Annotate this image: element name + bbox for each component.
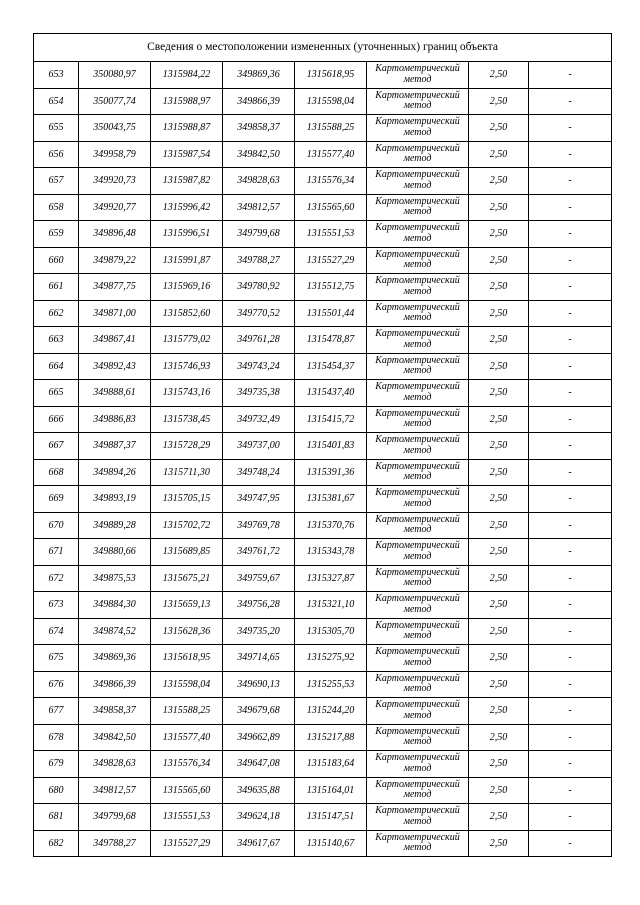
new-y-cell: 1315217,88	[295, 724, 367, 751]
table-row	[34, 274, 612, 301]
existing-y-cell: 1315987,82	[151, 168, 223, 195]
accuracy-cell: 2,50	[469, 194, 529, 221]
note-cell: -	[529, 406, 612, 433]
existing-y-cell: 1315996,42	[151, 194, 223, 221]
existing-x-cell: 349889,28	[79, 512, 151, 539]
note-cell: -	[529, 168, 612, 195]
table-row	[34, 300, 612, 327]
accuracy-cell: 2,50	[469, 353, 529, 380]
new-x-cell: 349690,13	[223, 671, 295, 698]
accuracy-cell: 2,50	[469, 777, 529, 804]
accuracy-cell: 2,50	[469, 141, 529, 168]
existing-y-cell: 1315969,16	[151, 274, 223, 301]
new-y-cell: 1315551,53	[295, 221, 367, 248]
new-x-cell: 349759,67	[223, 565, 295, 592]
accuracy-cell: 2,50	[469, 62, 529, 89]
existing-x-cell: 349877,75	[79, 274, 151, 301]
table-row	[34, 751, 612, 778]
new-x-cell: 349756,28	[223, 592, 295, 619]
new-y-cell: 1315618,95	[295, 62, 367, 89]
method-cell: Картометрический метод	[367, 671, 469, 698]
table-row	[34, 459, 612, 486]
note-cell: -	[529, 512, 612, 539]
existing-x-cell: 349874,52	[79, 618, 151, 645]
point-number-cell: 680	[34, 777, 79, 804]
new-x-cell: 349737,00	[223, 433, 295, 460]
point-number-cell: 653	[34, 62, 79, 89]
method-cell: Картометрический метод	[367, 618, 469, 645]
table-row	[34, 486, 612, 513]
method-cell: Картометрический метод	[367, 380, 469, 407]
table-row	[34, 247, 612, 274]
new-y-cell: 1315501,44	[295, 300, 367, 327]
existing-y-cell: 1315565,60	[151, 777, 223, 804]
method-cell: Картометрический метод	[367, 724, 469, 751]
table-body	[34, 62, 612, 857]
method-cell: Картометрический метод	[367, 247, 469, 274]
note-cell: -	[529, 671, 612, 698]
point-number-cell: 655	[34, 115, 79, 142]
method-cell: Картометрический метод	[367, 300, 469, 327]
new-y-cell: 1315577,40	[295, 141, 367, 168]
new-x-cell: 349866,39	[223, 88, 295, 115]
accuracy-cell: 2,50	[469, 486, 529, 513]
note-cell: -	[529, 353, 612, 380]
note-cell: -	[529, 221, 612, 248]
existing-x-cell: 349888,61	[79, 380, 151, 407]
accuracy-cell: 2,50	[469, 221, 529, 248]
existing-y-cell: 1315551,53	[151, 804, 223, 831]
new-x-cell: 349732,49	[223, 406, 295, 433]
accuracy-cell: 2,50	[469, 618, 529, 645]
accuracy-cell: 2,50	[469, 830, 529, 857]
existing-x-cell: 349875,53	[79, 565, 151, 592]
method-cell: Картометрический метод	[367, 592, 469, 619]
new-y-cell: 1315576,34	[295, 168, 367, 195]
method-cell: Картометрический метод	[367, 645, 469, 672]
existing-y-cell: 1315988,97	[151, 88, 223, 115]
point-number-cell: 665	[34, 380, 79, 407]
accuracy-cell: 2,50	[469, 327, 529, 354]
existing-y-cell: 1315705,15	[151, 486, 223, 513]
note-cell: -	[529, 565, 612, 592]
method-cell: Картометрический метод	[367, 804, 469, 831]
existing-x-cell: 349892,43	[79, 353, 151, 380]
accuracy-cell: 2,50	[469, 459, 529, 486]
point-number-cell: 669	[34, 486, 79, 513]
new-y-cell: 1315147,51	[295, 804, 367, 831]
point-number-cell: 668	[34, 459, 79, 486]
note-cell: -	[529, 459, 612, 486]
existing-y-cell: 1315852,60	[151, 300, 223, 327]
point-number-cell: 673	[34, 592, 79, 619]
new-x-cell: 349842,50	[223, 141, 295, 168]
note-cell: -	[529, 724, 612, 751]
new-x-cell: 349770,52	[223, 300, 295, 327]
point-number-cell: 664	[34, 353, 79, 380]
existing-x-cell: 349871,00	[79, 300, 151, 327]
method-cell: Картометрический метод	[367, 698, 469, 725]
new-x-cell: 349635,88	[223, 777, 295, 804]
point-number-cell: 656	[34, 141, 79, 168]
existing-x-cell: 349879,22	[79, 247, 151, 274]
table-row	[34, 804, 612, 831]
existing-x-cell: 349828,63	[79, 751, 151, 778]
new-x-cell: 349735,20	[223, 618, 295, 645]
accuracy-cell: 2,50	[469, 565, 529, 592]
point-number-cell: 654	[34, 88, 79, 115]
accuracy-cell: 2,50	[469, 645, 529, 672]
existing-y-cell: 1315987,54	[151, 141, 223, 168]
method-cell: Картометрический метод	[367, 88, 469, 115]
existing-x-cell: 349858,37	[79, 698, 151, 725]
method-cell: Картометрический метод	[367, 194, 469, 221]
new-y-cell: 1315381,67	[295, 486, 367, 513]
table-row	[34, 62, 612, 89]
new-y-cell: 1315321,10	[295, 592, 367, 619]
new-y-cell: 1315244,20	[295, 698, 367, 725]
note-cell: -	[529, 777, 612, 804]
point-number-cell: 677	[34, 698, 79, 725]
existing-x-cell: 349893,19	[79, 486, 151, 513]
point-number-cell: 671	[34, 539, 79, 566]
accuracy-cell: 2,50	[469, 671, 529, 698]
note-cell: -	[529, 486, 612, 513]
existing-x-cell: 350077,74	[79, 88, 151, 115]
table-title: Сведения о местоположении измененных (уточненных) границ объекта	[34, 34, 612, 62]
point-number-cell: 674	[34, 618, 79, 645]
method-cell: Картометрический метод	[367, 433, 469, 460]
new-x-cell: 349812,57	[223, 194, 295, 221]
table-row	[34, 698, 612, 725]
new-y-cell: 1315255,53	[295, 671, 367, 698]
table-row	[34, 777, 612, 804]
existing-x-cell: 349880,66	[79, 539, 151, 566]
method-cell: Картометрический метод	[367, 830, 469, 857]
new-y-cell: 1315327,87	[295, 565, 367, 592]
new-y-cell: 1315275,92	[295, 645, 367, 672]
note-cell: -	[529, 274, 612, 301]
new-x-cell: 349679,68	[223, 698, 295, 725]
accuracy-cell: 2,50	[469, 247, 529, 274]
point-number-cell: 662	[34, 300, 79, 327]
new-x-cell: 349624,18	[223, 804, 295, 831]
point-number-cell: 682	[34, 830, 79, 857]
new-y-cell: 1315437,40	[295, 380, 367, 407]
existing-x-cell: 349866,39	[79, 671, 151, 698]
table-row	[34, 353, 612, 380]
existing-x-cell: 349887,37	[79, 433, 151, 460]
existing-x-cell: 349799,68	[79, 804, 151, 831]
new-x-cell: 349714,65	[223, 645, 295, 672]
new-x-cell: 349662,89	[223, 724, 295, 751]
point-number-cell: 666	[34, 406, 79, 433]
point-number-cell: 678	[34, 724, 79, 751]
point-number-cell: 667	[34, 433, 79, 460]
new-x-cell: 349799,68	[223, 221, 295, 248]
new-x-cell: 349761,72	[223, 539, 295, 566]
point-number-cell: 679	[34, 751, 79, 778]
existing-y-cell: 1315628,36	[151, 618, 223, 645]
point-number-cell: 657	[34, 168, 79, 195]
table-row	[34, 539, 612, 566]
new-y-cell: 1315527,29	[295, 247, 367, 274]
new-x-cell: 349747,95	[223, 486, 295, 513]
new-y-cell: 1315478,87	[295, 327, 367, 354]
accuracy-cell: 2,50	[469, 592, 529, 619]
accuracy-cell: 2,50	[469, 274, 529, 301]
existing-x-cell: 349788,27	[79, 830, 151, 857]
new-y-cell: 1315391,36	[295, 459, 367, 486]
new-y-cell: 1315183,64	[295, 751, 367, 778]
point-number-cell: 670	[34, 512, 79, 539]
table-row	[34, 221, 612, 248]
existing-y-cell: 1315996,51	[151, 221, 223, 248]
new-y-cell: 1315305,70	[295, 618, 367, 645]
table-row	[34, 565, 612, 592]
existing-x-cell: 349812,57	[79, 777, 151, 804]
table-row	[34, 724, 612, 751]
point-number-cell: 659	[34, 221, 79, 248]
existing-y-cell: 1315738,45	[151, 406, 223, 433]
existing-y-cell: 1315527,29	[151, 830, 223, 857]
method-cell: Картометрический метод	[367, 168, 469, 195]
method-cell: Картометрический метод	[367, 565, 469, 592]
table-row	[34, 141, 612, 168]
point-number-cell: 681	[34, 804, 79, 831]
existing-x-cell: 349867,41	[79, 327, 151, 354]
point-number-cell: 661	[34, 274, 79, 301]
existing-y-cell: 1315598,04	[151, 671, 223, 698]
accuracy-cell: 2,50	[469, 300, 529, 327]
new-x-cell: 349788,27	[223, 247, 295, 274]
new-y-cell: 1315140,67	[295, 830, 367, 857]
existing-y-cell: 1315577,40	[151, 724, 223, 751]
existing-x-cell: 349894,26	[79, 459, 151, 486]
note-cell: -	[529, 804, 612, 831]
method-cell: Картометрический метод	[367, 406, 469, 433]
accuracy-cell: 2,50	[469, 751, 529, 778]
method-cell: Картометрический метод	[367, 327, 469, 354]
method-cell: Картометрический метод	[367, 115, 469, 142]
existing-y-cell: 1315675,21	[151, 565, 223, 592]
existing-y-cell: 1315988,87	[151, 115, 223, 142]
table-row	[34, 618, 612, 645]
new-x-cell: 349743,24	[223, 353, 295, 380]
accuracy-cell: 2,50	[469, 406, 529, 433]
new-y-cell: 1315598,04	[295, 88, 367, 115]
table-row	[34, 115, 612, 142]
accuracy-cell: 2,50	[469, 88, 529, 115]
note-cell: -	[529, 88, 612, 115]
existing-x-cell: 349869,36	[79, 645, 151, 672]
existing-y-cell: 1315588,25	[151, 698, 223, 725]
new-y-cell: 1315401,83	[295, 433, 367, 460]
new-x-cell: 349769,78	[223, 512, 295, 539]
note-cell: -	[529, 433, 612, 460]
existing-y-cell: 1315984,22	[151, 62, 223, 89]
new-x-cell: 349748,24	[223, 459, 295, 486]
accuracy-cell: 2,50	[469, 698, 529, 725]
existing-y-cell: 1315702,72	[151, 512, 223, 539]
existing-y-cell: 1315659,13	[151, 592, 223, 619]
note-cell: -	[529, 115, 612, 142]
note-cell: -	[529, 327, 612, 354]
note-cell: -	[529, 141, 612, 168]
table-row	[34, 168, 612, 195]
note-cell: -	[529, 247, 612, 274]
method-cell: Картометрический метод	[367, 751, 469, 778]
existing-x-cell: 350080,97	[79, 62, 151, 89]
method-cell: Картометрический метод	[367, 62, 469, 89]
new-y-cell: 1315512,75	[295, 274, 367, 301]
point-number-cell: 672	[34, 565, 79, 592]
new-x-cell: 349761,28	[223, 327, 295, 354]
existing-y-cell: 1315618,95	[151, 645, 223, 672]
new-x-cell: 349647,08	[223, 751, 295, 778]
note-cell: -	[529, 698, 612, 725]
accuracy-cell: 2,50	[469, 115, 529, 142]
accuracy-cell: 2,50	[469, 724, 529, 751]
method-cell: Картометрический метод	[367, 459, 469, 486]
existing-x-cell: 349920,73	[79, 168, 151, 195]
method-cell: Картометрический метод	[367, 486, 469, 513]
accuracy-cell: 2,50	[469, 433, 529, 460]
new-x-cell: 349869,36	[223, 62, 295, 89]
note-cell: -	[529, 194, 612, 221]
new-y-cell: 1315565,60	[295, 194, 367, 221]
note-cell: -	[529, 592, 612, 619]
existing-y-cell: 1315728,29	[151, 433, 223, 460]
new-y-cell: 1315588,25	[295, 115, 367, 142]
existing-y-cell: 1315711,30	[151, 459, 223, 486]
existing-y-cell: 1315991,87	[151, 247, 223, 274]
note-cell: -	[529, 618, 612, 645]
existing-x-cell: 349920,77	[79, 194, 151, 221]
note-cell: -	[529, 539, 612, 566]
method-cell: Картометрический метод	[367, 539, 469, 566]
method-cell: Картометрический метод	[367, 353, 469, 380]
point-number-cell: 675	[34, 645, 79, 672]
existing-x-cell: 349958,79	[79, 141, 151, 168]
point-number-cell: 663	[34, 327, 79, 354]
note-cell: -	[529, 830, 612, 857]
method-cell: Картометрический метод	[367, 221, 469, 248]
accuracy-cell: 2,50	[469, 804, 529, 831]
accuracy-cell: 2,50	[469, 380, 529, 407]
existing-y-cell: 1315746,93	[151, 353, 223, 380]
table-row	[34, 88, 612, 115]
table-row	[34, 512, 612, 539]
method-cell: Картометрический метод	[367, 512, 469, 539]
table-row	[34, 327, 612, 354]
new-x-cell: 349617,67	[223, 830, 295, 857]
new-y-cell: 1315415,72	[295, 406, 367, 433]
new-x-cell: 349828,63	[223, 168, 295, 195]
existing-y-cell: 1315576,34	[151, 751, 223, 778]
point-number-cell: 660	[34, 247, 79, 274]
existing-x-cell: 349886,83	[79, 406, 151, 433]
table-row	[34, 830, 612, 857]
table-row	[34, 406, 612, 433]
method-cell: Картометрический метод	[367, 141, 469, 168]
table-row	[34, 592, 612, 619]
method-cell: Картометрический метод	[367, 777, 469, 804]
existing-x-cell: 350043,75	[79, 115, 151, 142]
boundary-coordinates-table	[33, 33, 612, 857]
table-row	[34, 433, 612, 460]
existing-x-cell: 349842,50	[79, 724, 151, 751]
existing-y-cell: 1315779,02	[151, 327, 223, 354]
new-y-cell: 1315164,01	[295, 777, 367, 804]
note-cell: -	[529, 380, 612, 407]
existing-x-cell: 349884,30	[79, 592, 151, 619]
accuracy-cell: 2,50	[469, 168, 529, 195]
new-y-cell: 1315454,37	[295, 353, 367, 380]
method-cell: Картометрический метод	[367, 274, 469, 301]
table-row	[34, 194, 612, 221]
note-cell: -	[529, 62, 612, 89]
accuracy-cell: 2,50	[469, 512, 529, 539]
new-y-cell: 1315343,78	[295, 539, 367, 566]
note-cell: -	[529, 300, 612, 327]
new-y-cell: 1315370,76	[295, 512, 367, 539]
new-x-cell: 349735,38	[223, 380, 295, 407]
point-number-cell: 676	[34, 671, 79, 698]
table-row	[34, 380, 612, 407]
note-cell: -	[529, 751, 612, 778]
existing-y-cell: 1315743,16	[151, 380, 223, 407]
existing-y-cell: 1315689,85	[151, 539, 223, 566]
new-x-cell: 349858,37	[223, 115, 295, 142]
new-x-cell: 349780,92	[223, 274, 295, 301]
table-row	[34, 645, 612, 672]
accuracy-cell: 2,50	[469, 539, 529, 566]
existing-x-cell: 349896,48	[79, 221, 151, 248]
table-title-row	[34, 34, 612, 62]
point-number-cell: 658	[34, 194, 79, 221]
table-row	[34, 671, 612, 698]
note-cell: -	[529, 645, 612, 672]
